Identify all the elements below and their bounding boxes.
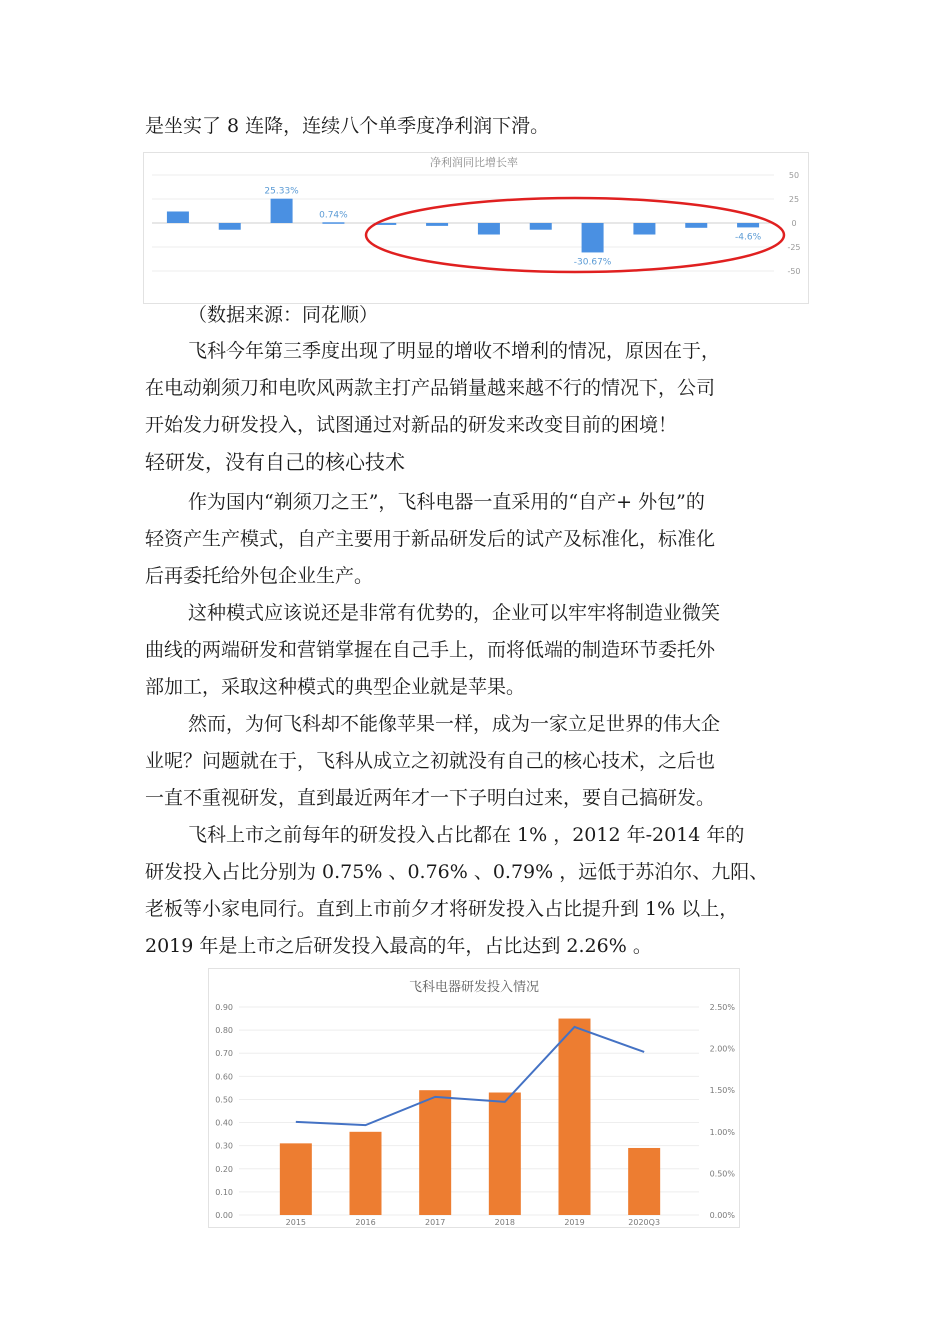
data-label: -4.6% — [735, 232, 762, 243]
profit-growth-chart-svg — [144, 153, 808, 303]
y-tick-label: 50 — [788, 171, 800, 180]
bar — [350, 1132, 382, 1215]
bar — [737, 223, 759, 227]
y-left-tick-label: 0.10 — [215, 1187, 233, 1197]
y-left-tick-label: 0.40 — [215, 1118, 233, 1128]
bar — [685, 223, 707, 228]
data-label: -30.67% — [573, 257, 612, 268]
y-left-tick-label: 0.30 — [215, 1141, 233, 1151]
y-tick-label: 25 — [788, 195, 800, 204]
paragraph-1-line-2: 在电动剃须刀和电吹风两款主打产品销量越来越不行的情况下，公司 — [145, 377, 716, 399]
x-category-label: 2017 — [424, 1218, 446, 1227]
section-heading: 轻研发，没有自己的核心技术 — [145, 450, 405, 474]
paragraph-5-line-2: 研发投入占比分别为 0.75% 、0.76% 、0.79% ，远低于苏泊尔、九阳、 — [145, 861, 769, 883]
paragraph-3-line-2: 曲线的两端研发和营销掌握在自己手上，而将低端的制造环节委托外 — [145, 639, 716, 661]
x-category-label: 2020Q3 — [628, 1218, 661, 1227]
y-left-tick-label: 0.00 — [215, 1211, 233, 1220]
x-category-label: 2018 — [494, 1218, 516, 1227]
x-category-label: 2016 — [355, 1218, 376, 1227]
paragraph-3-line-3: 部加工，采取这种模式的典型企业就是苹果。 — [145, 676, 526, 698]
bar — [489, 1093, 521, 1215]
y-right-tick-label: 0.00% — [709, 1211, 735, 1220]
paragraph-2-line-3: 后再委托给外包企业生产。 — [145, 565, 374, 587]
y-left-tick-label: 0.80 — [215, 1026, 233, 1036]
data-label: 25.33% — [264, 186, 299, 197]
y-right-tick-label: 0.50% — [709, 1169, 735, 1179]
profit-growth-chart — [143, 152, 809, 304]
bar — [582, 223, 604, 252]
bar — [628, 1148, 660, 1215]
paragraph-2-line-1: 作为国内“剃须刀之王”，飞科电器一直采用的“自产+ 外包”的 — [188, 491, 705, 513]
bar — [167, 211, 189, 223]
y-left-tick-label: 0.70 — [215, 1049, 233, 1059]
rd-investment-chart-title: 飞科电器研发投入情况 — [408, 980, 540, 995]
y-right-tick-label: 1.50% — [709, 1086, 735, 1096]
paragraph-5-line-3: 老板等小家电同行。直到上市前夕才将研发投入占比提升到 1% 以上， — [145, 898, 739, 920]
profit-growth-chart-title: 净利润同比增长率 — [430, 156, 518, 169]
y-right-tick-label: 2.50% — [709, 1003, 735, 1012]
y-tick-label: 0 — [791, 219, 797, 228]
bar — [478, 223, 500, 235]
bar — [530, 223, 552, 230]
paragraph-1-line-1: 飞科今年第三季度出现了明显的增收不增利的情况，原因在于， — [188, 340, 721, 362]
bar — [633, 223, 655, 235]
text-line-intro: 是坐实了 8 连降，连续八个单季度净利润下滑。 — [145, 115, 550, 137]
bar — [419, 1090, 451, 1215]
y-left-tick-label: 0.60 — [215, 1072, 233, 1082]
y-tick-label: -50 — [787, 267, 801, 276]
x-category-label: 2019 — [564, 1218, 585, 1227]
paragraph-4-line-3: 一直不重视研发，直到最近两年才一下子明白过来，要自己搞研发。 — [145, 787, 716, 809]
bar — [219, 223, 241, 230]
paragraph-4-line-2: 业呢？问题就在于，飞科从成立之初就没有自己的核心技术，之后也 — [145, 750, 716, 772]
bar — [280, 1143, 312, 1215]
y-left-tick-label: 0.90 — [215, 1003, 233, 1012]
rd-investment-chart-svg — [209, 969, 739, 1227]
x-category-label: 2015 — [285, 1218, 307, 1227]
bar — [559, 1019, 591, 1215]
y-tick-label: -25 — [787, 243, 801, 252]
y-left-tick-label: 0.20 — [215, 1164, 233, 1174]
data-label: 0.74% — [319, 210, 348, 221]
bar — [322, 222, 344, 224]
y-right-tick-label: 1.00% — [709, 1127, 735, 1137]
paragraph-4-line-1: 然而，为何飞科却不能像苹果一样，成为一家立足世界的伟大企 — [188, 713, 721, 735]
bar — [426, 223, 448, 226]
rd-investment-chart — [208, 968, 740, 1228]
paragraph-5-line-4: 2019 年是上市之后研发投入最高的年，占比达到 2.26% 。 — [145, 935, 652, 957]
data-source-note: （数据来源：同花顺） — [188, 304, 379, 326]
paragraph-2-line-2: 轻资产生产模式，自产主要用于新品研发后的试产及标准化，标准化 — [145, 528, 716, 550]
y-right-tick-label: 2.00% — [709, 1044, 735, 1054]
y-left-tick-label: 0.50 — [215, 1095, 233, 1105]
paragraph-5-line-1: 飞科上市之前每年的研发投入占比都在 1% ，2012 年-2014 年的 — [188, 824, 745, 846]
bar — [271, 199, 293, 223]
paragraph-3-line-1: 这种模式应该说还是非常有优势的，企业可以牢牢将制造业微笑 — [188, 602, 721, 624]
paragraph-1-line-3: 开始发力研发投入，试图通过对新品的研发来改变目前的困境！ — [145, 414, 678, 436]
